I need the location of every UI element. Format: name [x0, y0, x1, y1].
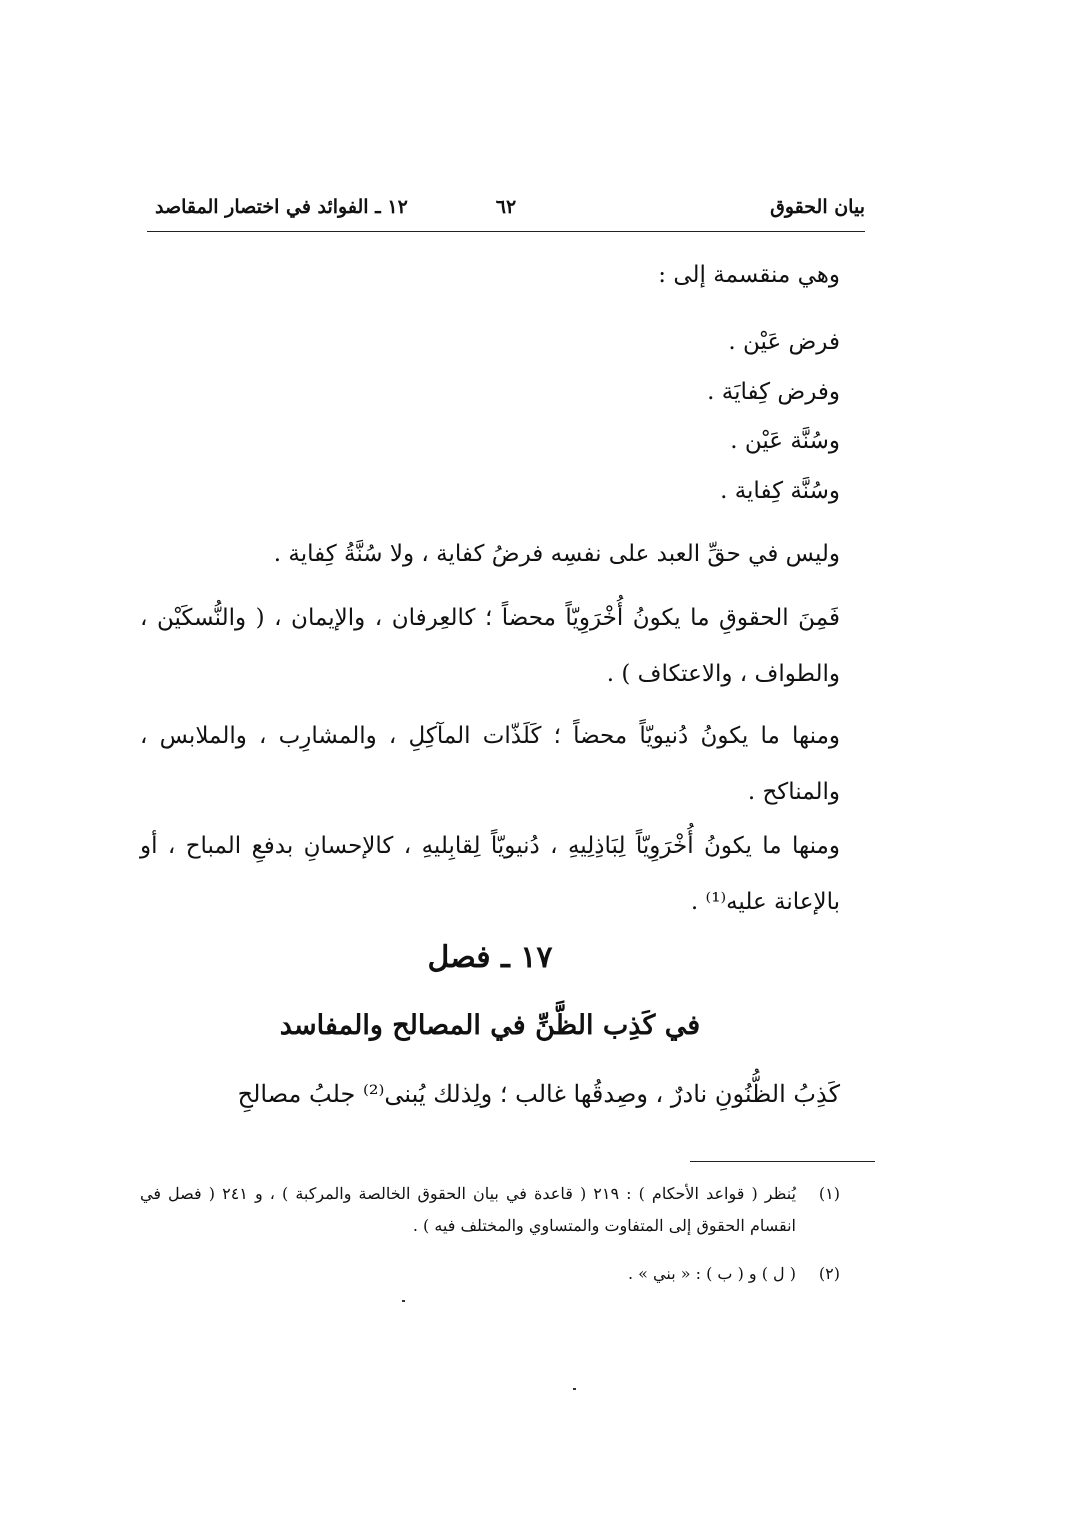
scan-speck [402, 1300, 405, 1302]
paragraph: فَمِنَ الحقوقِ ما يكونُ أُخْرَوِيّاً محضاً ؛ كالعِرفان ، والإيمان ، ( والنُّسكَيْن ، والطواف ، والاعتكاف ) . [140, 605, 840, 687]
paragraph: وليس في حقِّ العبد على نفسِه فرضُ كفاية ، ولا سُنَّةُ كِفاية . [273, 541, 840, 567]
list-item: وسُنَّة عَيْن . [730, 428, 840, 454]
intro-line: وهي منقسمة إلى : [658, 262, 840, 288]
section-number-title: ١٧ ـ فصل [427, 940, 553, 975]
footnote [140, 1178, 840, 1242]
running-header [147, 196, 865, 230]
footnote-text: يُنظر ( قواعد الأحكام ) : ٢١٩ ( قاعدة في بيان الحقوق الخالصة والمركبة ) ، و ٢٤١ ( فصل في انقسام الحقوق إلى المتفاوت والمتساوي والمختلف فيه ) . [140, 1184, 797, 1235]
section-subtitle: في كَذِب الظَّنِّ في المصالح والمفاسد [279, 1010, 701, 1041]
footnote-number: (١) [818, 1184, 840, 1203]
paragraph: ومنها ما يكونُ أُخْرَوِيّاً لِبَاذِلِيهِ ، دُنيويّاً لِقابِليهِ ، كالإحسانِ بدفعِ المباح ، أو بالإعانة عليه⁽¹⁾ . [140, 833, 840, 915]
paragraph: ومنها ما يكونُ دُنيويّاً محضاً ؛ كَلَذّات المآكِلِ ، والمشارِب ، والملابس ، والمناكح . [140, 723, 840, 805]
section-first-line: كَذِبُ الظُّنُونِ نادرٌ ، وصِدقُها غالب ؛ ولِذلك يُبنى⁽²⁾ جلبُ مصالحِ [237, 1080, 840, 1108]
page-number: ٦٢ [495, 196, 517, 218]
header-book-title: ١٢ ـ الفوائد في اختصار المقاصد [155, 196, 408, 218]
list-item: فرض عَيْن . [728, 329, 840, 355]
header-chapter-title: بيان الحقوق [770, 196, 865, 218]
footnote-text: ( ل ) و ( ب ) : « بني » . [628, 1264, 796, 1283]
scan-speck [573, 1388, 576, 1390]
footnote-number: (٢) [818, 1264, 840, 1283]
header-divider [147, 231, 865, 232]
footnote-divider [690, 1161, 875, 1162]
footnote [140, 1258, 840, 1290]
list-item: وفرض كِفايَة . [707, 379, 840, 405]
list-item: وسُنَّة كِفاية . [720, 478, 840, 504]
